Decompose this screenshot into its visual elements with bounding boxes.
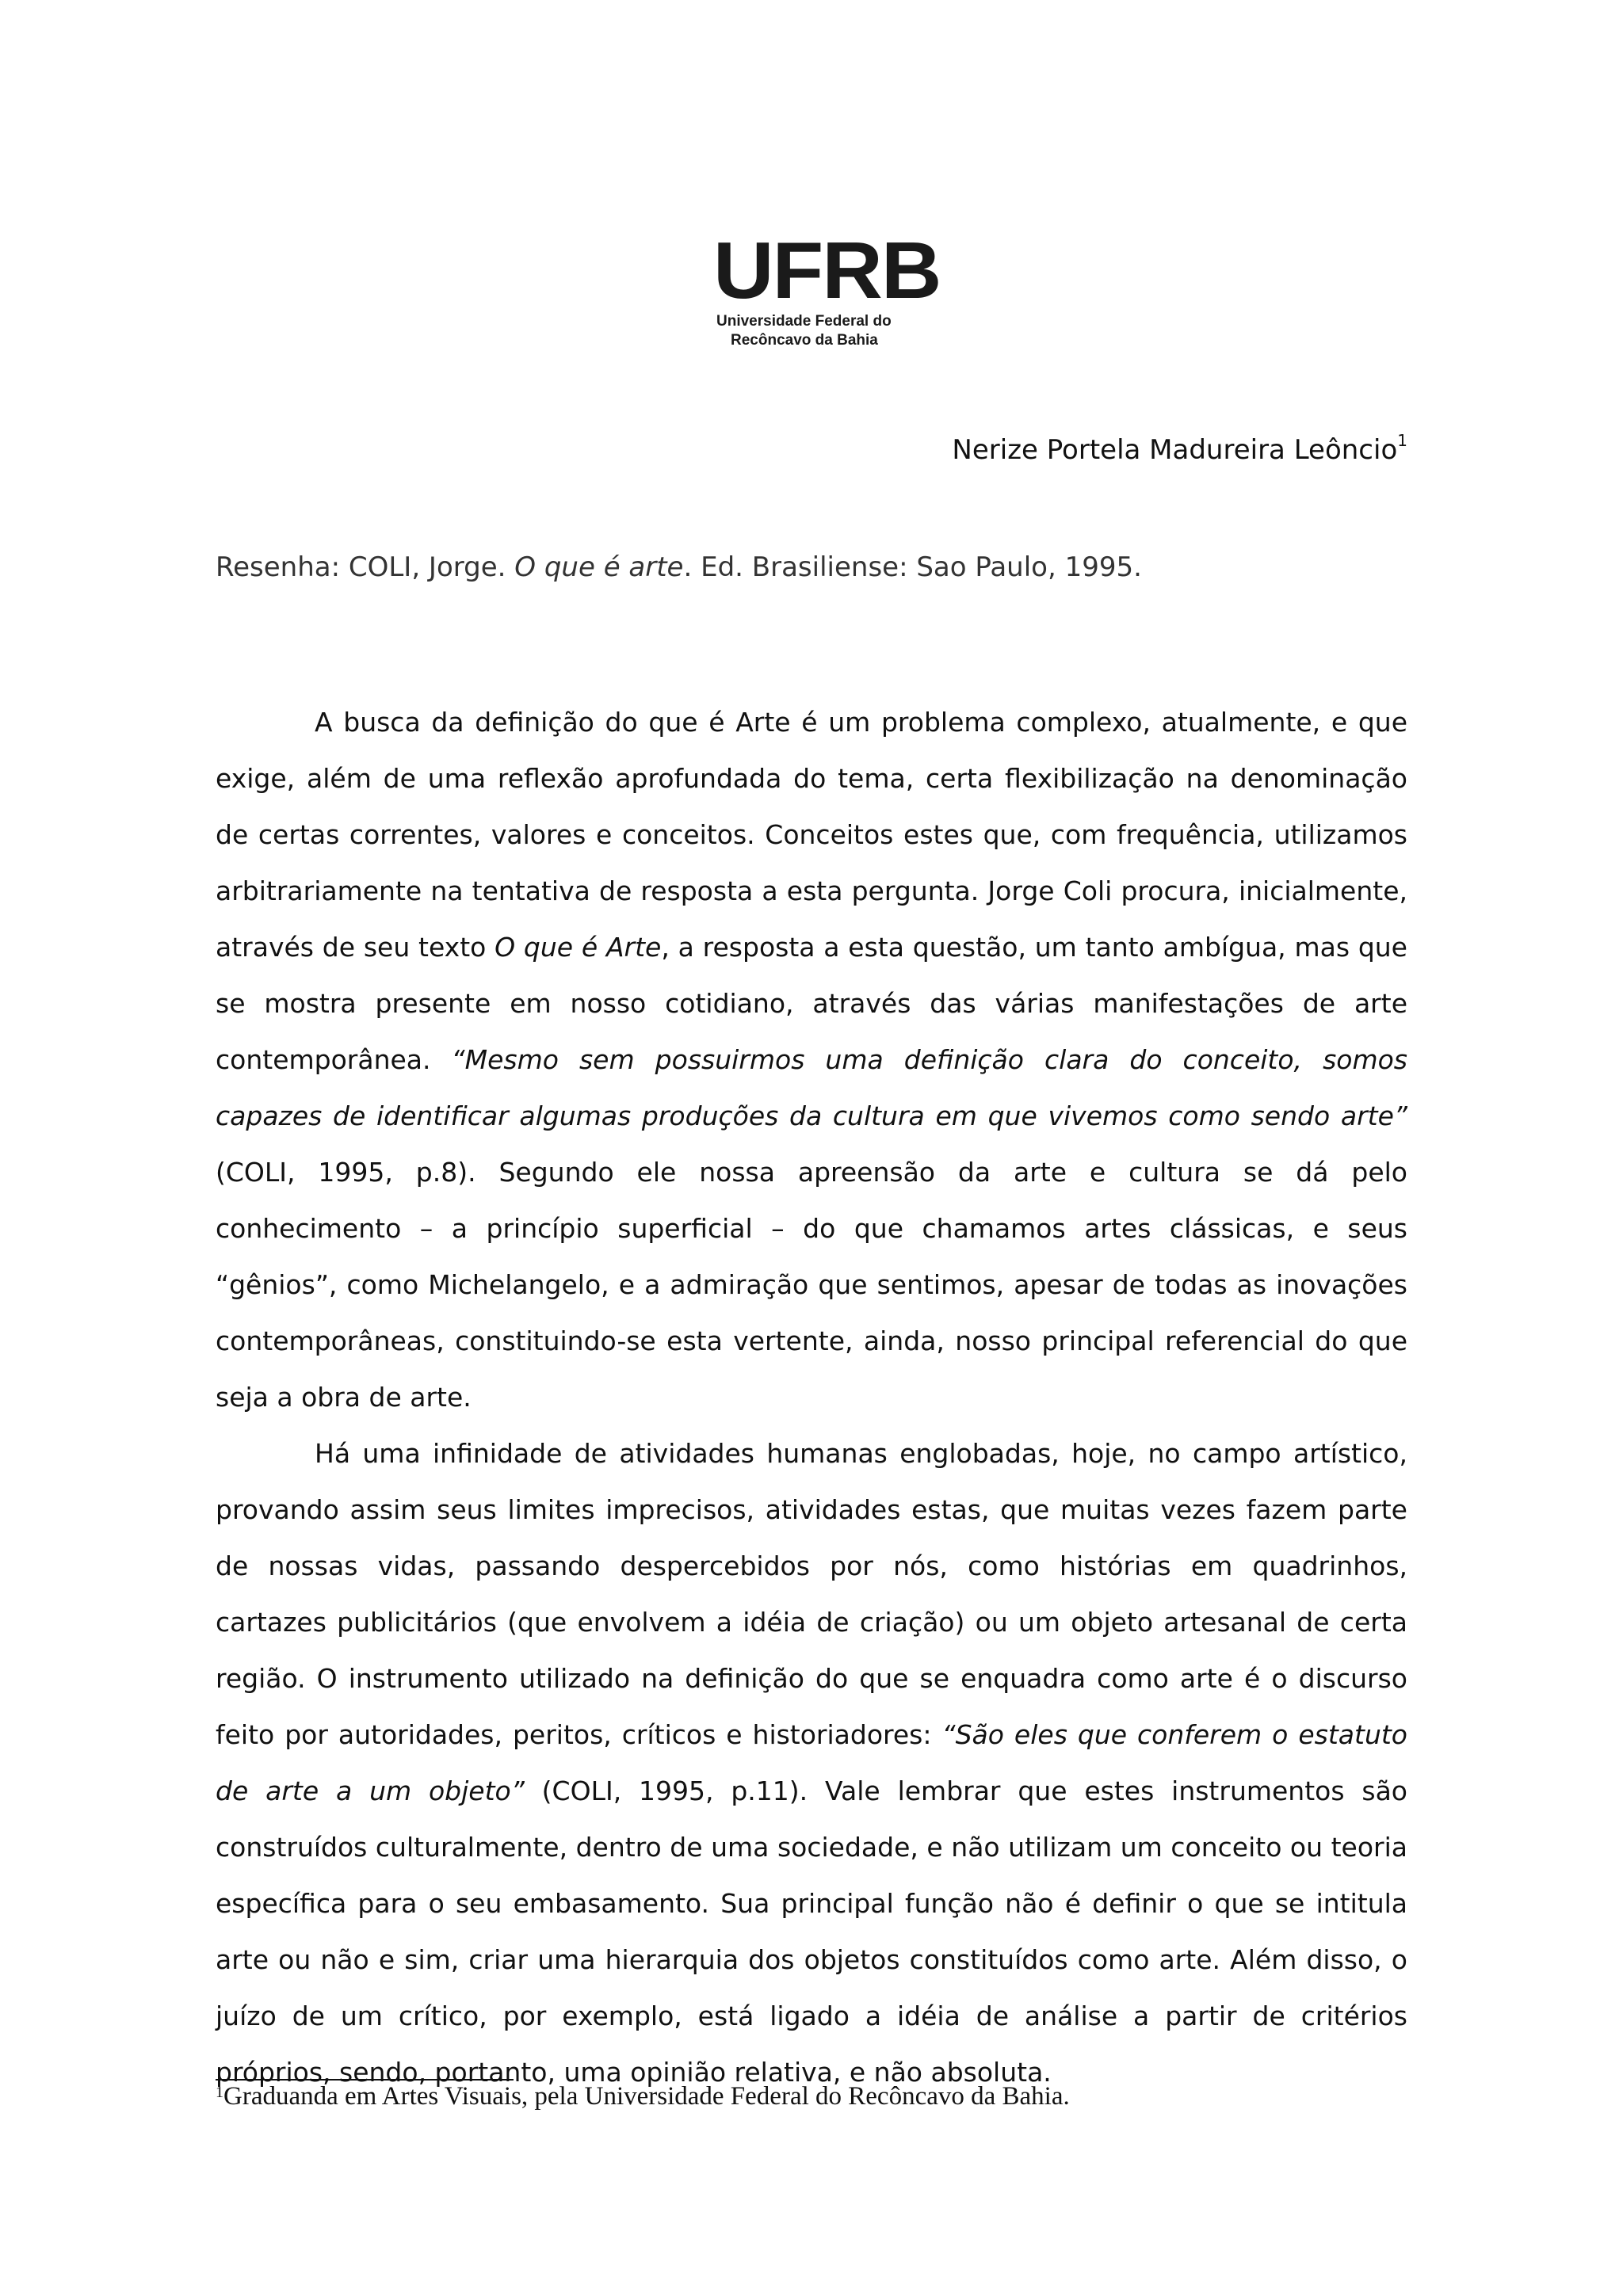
review-book-title: O que é arte (514, 551, 684, 583)
paragraph-1-quote: “Mesmo sem possuirmos uma definição clara do conceito, somos capazes de identificar algumas produções da cultura em que vivemos como sendo arte” (216, 1044, 1407, 1131)
logo-subtitle-line1: Universidade Federal do (716, 313, 892, 330)
footnote-text: Graduanda em Artes Visuais, pela Universidade Federal do Recôncavo da Bahia. (223, 2082, 1070, 2111)
footnote (216, 2082, 1070, 2111)
author-name-text: Nerize Portela Madureira Leôncio (952, 434, 1398, 466)
review-suffix: . Ed. Brasiliense: Sao Paulo, 1995. (683, 551, 1142, 583)
footnote-marker: 1 (216, 2084, 223, 2101)
paragraph-2-quote: “São eles que conferem o estatuto de arte a um objeto” (216, 1719, 1407, 1806)
paragraph-2 (216, 1425, 1407, 2100)
body-text (216, 694, 1407, 2100)
paragraph-2-part-2: (COLI, 1995, p.11). Vale lembrar que estes instrumentos são construídos culturalmente, dentro de uma sociedade, e não utilizam um conceito ou teoria específica para o seu embasamento. Sua principal função não é definir o que se intitula arte ou não e sim, criar uma hierarquia dos objetos constituídos como arte. Além disso, o juízo de um crítico, por exemplo, está ligado a idéia de análise a partir de critérios próprios, sendo, portanto, uma opinião relativa, e não absoluta. (216, 1775, 1407, 2088)
logo-mark: UFRB (713, 226, 941, 315)
paragraph-1-part-2: , a resposta a esta questão, um tanto ambígua, mas que se mostra presente em nosso cotidiano, através das várias manifestações de arte contemporânea. (216, 932, 1407, 1075)
paragraph-2-part-1: Há uma infinidade de atividades humanas englobadas, hoje, no campo artístico, provando assim seus limites imprecisos, atividades estas, que muitas vezes fazem parte de nossas vidas, passando despercebidos por nós, como histórias em quadrinhos, cartazes publicitários (que envolvem a idéia de criação) ou um objeto artesanal de certa região. O instrumento utilizado na definição do que se enquadra como arte é o discurso feito por autoridades, peritos, críticos e historiadores: (216, 1438, 1407, 1750)
ufrb-logo (713, 226, 941, 350)
author-footnote-ref: 1 (1397, 431, 1407, 450)
paragraph-1-part-1: A busca da definição do que é Arte é um problema complexo, atualmente, e que exige, além de uma reflexão aprofundada do tema, certa flexibilização na denominação de certas correntes, valores e conceitos. Conceitos estes que, com frequência, utilizamos arbitrariamente na tentativa de resposta a esta pergunta. Jorge Coli procura, inicialmente, através de seu texto (216, 707, 1407, 963)
paragraph-1 (216, 694, 1407, 1425)
review-reference (216, 551, 1142, 583)
logo-subtitle-line2: Recôncavo da Bahia (731, 332, 878, 349)
footnote-divider (216, 2079, 514, 2081)
logo-subtitle (713, 312, 919, 350)
paragraph-1-part-3: (COLI, 1995, p.8). Segundo ele nossa apreensão da arte e cultura se dá pelo conhecimento – a princípio superficial – do que chamamos artes clássicas, e seus “gênios”, como Michelangelo, e a admiração que sentimos, apesar de todas as inovações contemporâneas, constituindo-se esta vertente, ainda, nosso principal referencial do que seja a obra de arte. (216, 1157, 1407, 1413)
review-prefix: Resenha: COLI, Jorge. (216, 551, 515, 583)
author-name (952, 431, 1407, 466)
paragraph-1-book-title: O que é Arte (495, 932, 662, 963)
